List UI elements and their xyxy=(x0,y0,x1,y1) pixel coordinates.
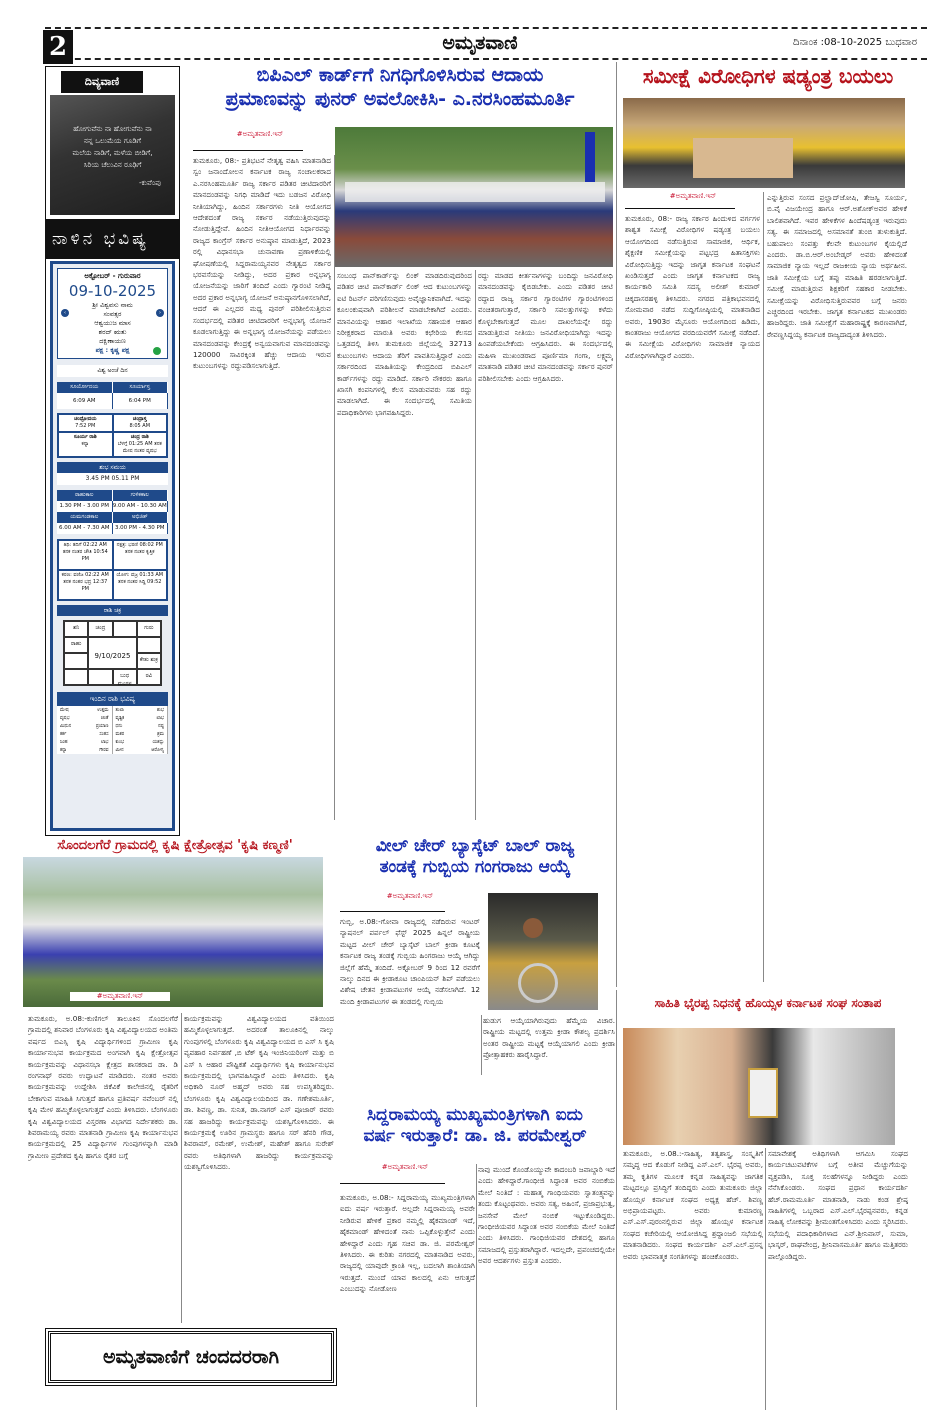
rashi-row xyxy=(113,738,169,746)
bpl-body-col-1: ತುಮಕೂರು, 08:- ಪ್ರತಿಭಟನೆ ನೇತೃತ್ವ ವಹಿಸಿ ಮಾತನಾಡಿದ ಸ್ವಂ ಜನಾಂದೋಲನ ಕರ್ನಾಟಕ ರಾಜ್ಯ ಸಂಚಾಲಕರಾದ ಎ.ನರಸಿಂಹಮೂರ್ತಿ ರಾಜ್ಯ ಸರ್ಕಾರ ಪಡಿತರ ಚೀಟಿದಾರರಿಗೆ ಮಾನದಂಡವನ್ನು ನಿಗಧಿ ಮಾಡಿದೆ ಇದು ಬಡಜನ ವಿರೋಧಿ ನೀತಿಯಾಗಿದ್ದು, ಹಿಂದಿನ ಸರ್ಕಾರಗಳು ನೀತಿ ಆಯೋಗದ ಆದೇಶದಂತೆ ರಾಜ್ಯ ಸರ್ಕಾರ ನಡೆಯುತ್ತಿರುವುದನ್ನು ನೋಡುತ್ತಿದ್ದೇವೆ. ಹಿಂದಿನ ನೀತಿಆಯೋಗದ ನಿರ್ಧಾರವನ್ನು ರಾಜ್ಯದ ಕಾಂಗ್ರೆಸ್ ಸರ್ಕಾರ ಅನುಷ್ಠಾನ ಮಾಡುತ್ತಿದೆ, 2023 ರಲ್ಲಿ ವಿಧಾನಸಭಾ ಚುನಾವಣಾ ಪ್ರಣಾಳಿಕೆಯಲ್ಲಿ ಘೋಷಣೆಯಲ್ಲಿ ಸಿದ್ದರಾಮಯ್ಯನವರ ನೇತೃತ್ವದ ಸರ್ಕಾರ ಭರವಸೆಯನ್ನು ನೀಡಿದ್ದು, ಅದರ ಪ್ರಕಾರ ಅನ್ನಭಾಗ್ಯ ಯೋಜನೆಯನ್ನು ಜಾರಿಗೆ ತಂದಿದೆ ಎಂದು ಗ್ಯಾರಂಟಿ ನೀಡಿದ್ದ ಅದರ ಪ್ರಕಾರ ಅನ್ನಭಾಗ್ಯ ಯೋಜನೆ ಅನುಷ್ಠಾನಗೊಳಿಸಲಾಗಿದೆ, ಆದರೆ ಈ ಎಲ್ಲದರ ಮಧ್ಯ ಪುನರ್ ಪರಿಶೀಲಿಸುತ್ತಿರುವ ಸಂದರ್ಭದಲ್ಲಿ ಪಡಿತರ ಚೀಟಿದಾರರಿಗೆ ಅನ್ನಭಾಗ್ಯ ಯೋಜನೆ ಕೂಡಲಾಗುತ್ತಿದ್ದು ಈ ಅನ್ನಭಾಗ್ಯ ಯೋಜನೆಯನ್ನು ಪಡೆಯಲು ಮಾನದಂಡವನ್ನು ಕೇಂದ್ರಕ್ಕೆ ಅನ್ವಯವಾಗುವ ಮಾನದಂಡವನ್ನು 120000 ಸಾವಿರಕ್ಕಿಂತ ಹೆಚ್ಚು ಆದಾಯ ಇರುವ ಕುಟುಂಬಗಳನ್ನು ರದ್ದುಪಡಿಸಲಾಗುತ್ತಿದೆ. xyxy=(193,156,331,371)
rashi-name: ಮೀನ xyxy=(115,748,124,753)
month-day: ಅಕ್ಟೋಬರ್ - ಗುರುವಾರ xyxy=(84,272,141,280)
rasi-cell: ಕೇತು ಶುಕ್ರ xyxy=(137,653,161,669)
bpl-rule xyxy=(193,150,303,151)
moonrise-time: 7:52 PM xyxy=(75,423,96,429)
rashi-prediction: ಉತ್ತಮ xyxy=(97,708,109,713)
krishi-body-col-2: ಕಾರ್ಯಕ್ರಮವನ್ನು ವಿಶ್ವವಿದ್ಯಾಲಯದ ವತಿಯಿಂದ ಹಮ್ಮಿಕೊಳ್ಳಲಾಗುತ್ತದೆ. ಅದರಂತೆ ತಾಲೂಕಿನಲ್ಲಿ ನಾಲ್ಕು ಗುಂಪುಗಳಲ್ಲಿ ಬೆಂಗಳೂರು ಕೃಷಿ ವಿಶ್ವವಿದ್ಯಾಲಯದ ಬಿ ಎಸ್ ಸಿ ಕೃಷಿ ವ್ಯವಹಾರ ನಿರ್ವಹಣೆ ,ಬಿ ಟೆಕ್ ಕೃಷಿ ಇಂಜಿನಿಯರಿಂಗ್ ಮತ್ತು ಬಿ ಎಸ್ ಸಿ ಆಹಾರ ಪೌಷ್ಟಿಕತೆ ವಿದ್ಯಾರ್ಥಿಗಳು ಕೃಷಿ ಕಾರ್ಯಾನುಭವ ಕಾರ್ಯಕ್ರಮದಲ್ಲಿ ಭಾಗವಹಿಸಿದ್ದಾರೆ ಎಂದು ತಿಳಿಸಿದರು. ಕೃಷಿ ಅಧಿಕಾರಿ ನೂರ್ ಅಹ್ಮದ್ ಅವರು ಸಹ ಉಪಸ್ಥಿತರಿದ್ದರು. ಬೆಂಗಳೂರು ಕೃಷಿ ವಿಶ್ವವಿದ್ಯಾಲಯದಿಂದ ಡಾ. ಗಣೇಶಮೂರ್ತಿ, ಡಾ. ಶಿವಣ್ಣ, ಡಾ. ಸುನಿತ, ಡಾ.ನಾಗರ್ ಎಸ್ ಪೂಜಾರ್ ರವರು ಸಹ ಹಾಜರಿದ್ದು ಕಾರ್ಯಕ್ರಮವನ್ನು ಯಶಸ್ವಿಗೊಳಿಸಿದರು. ಈ ಕಾರ್ಯಕ್ರಮಕ್ಕೆ ಊರಿನ ಗ್ರಾಮಸ್ಥರು ಹಾಗೂ ಸರ್ ಹೆನರಿ ಗೌಡ, ಶಿವರಾಮ್, ರಮೇಶ್, ಉಮೇಶ್, ಮಹೇಶ್ ಹಾಗೂ ಸುರೇಶ್ ರವರು ಅತಿಥಿಗಳಾಗಿ ಹಾಜರಿದ್ದು ಕಾರ್ಯಕ್ರಮವನ್ನು ಯಶಸ್ವಿಗೊಳಿಸಿದರು. xyxy=(184,1014,334,1172)
moon-grid xyxy=(57,413,168,458)
wheelchair-headline-line-2: ತಂಡಕ್ಕೆ ಗುಬ್ಬಿಯ ಗಂಗರಾಜು ಆಯ್ಕೆ xyxy=(379,857,571,878)
rasi-cell xyxy=(64,653,88,669)
gulika-label: ಗುಳಿಕಕಾಲ xyxy=(113,490,169,501)
parameshwar-byline: #ಅಮೃತವಾಣಿ.ಇನ್ xyxy=(381,1163,429,1171)
column-separator xyxy=(475,270,476,820)
chandra-rashi: ಬೆಳಗ್ಗೆ 01:25 AM ತನಕ ಮೇಷ ನಂತರ ವೃಷಭ xyxy=(117,441,162,454)
krishi-byline: #ಅಮೃತವಾಣಿ.ಇನ್ xyxy=(70,992,170,1001)
rashi-row xyxy=(113,746,169,754)
rashi-prediction: ಶ್ರಮ xyxy=(157,732,164,737)
subscribe-box: ಅಮೃತವಾಣಿಗೆ ಚಂದದರರಾಗಿ xyxy=(48,1331,334,1383)
samikshe-byline: #ಅಮೃತವಾಣಿ.ಇನ್ xyxy=(669,192,717,200)
samikshe-press-photo xyxy=(623,98,905,188)
rashi-row xyxy=(57,722,113,730)
sunset-label: ಸೂರ್ಯಾಸ್ತ xyxy=(113,382,169,393)
masa-line: ಆಶ್ವಯುಜ ಮಾಸ xyxy=(94,319,131,327)
rasi-cell: ರವಿ xyxy=(137,669,161,685)
parameshwar-headline-line-2: ವರ್ಷ ಇರುತ್ತಾರೆ: ಡಾ. ಜಿ. ಪರಮೇಶ್ವರ್ xyxy=(363,1126,587,1147)
rasi-cell xyxy=(64,669,88,685)
masthead: ಅಮೃತವಾಣಿ xyxy=(442,32,518,54)
rashi-chakra-label: ರಾಶಿ ಚಕ್ರ xyxy=(57,605,168,616)
column-separator xyxy=(765,1148,766,1410)
ayana-line: ದಕ್ಷಿಣಾಯಣ xyxy=(99,337,126,345)
rasi-cell xyxy=(88,669,112,685)
rashi-name: ಮಿಥುನ xyxy=(60,724,72,729)
rasi-cell xyxy=(137,637,161,653)
gulika-time: 9.00 AM - 10.30 AM xyxy=(113,501,169,512)
rahu-gulika-labels xyxy=(57,490,168,501)
rasi-cell: ಚಂದ್ರ xyxy=(88,621,112,637)
surya-rashi-label: ಸೂರ್ಯ ರಾಶಿ xyxy=(73,434,97,440)
byrappa-headline: ಸಾಹಿತಿ ಭೈರಪ್ಪ ನಿಧನಕ್ಕೆ ಹೊಯ್ಸಳ ಕರ್ನಾಟಕ ಸಂಘ ಸಂತಾಪ xyxy=(654,996,882,1010)
samikshe-rule xyxy=(625,208,735,209)
yama-time: 6.00 AM - 7.30 AM xyxy=(57,523,113,534)
rashi-prediction: ಗೌರವ xyxy=(99,748,109,753)
rashi-name: ಕುಂಭ xyxy=(115,740,125,745)
rashi-row xyxy=(57,714,113,722)
parameshwar-rule xyxy=(340,1183,445,1184)
rasi-date: 9/10/2025 xyxy=(88,637,137,669)
wheelchair-rule xyxy=(340,911,445,912)
column-separator xyxy=(181,1013,182,1323)
yama-label: ಯಮಗಂಡಕಾಲ xyxy=(57,512,113,523)
wheelchair-body-col-2: ಹುಡುಗ ಆಯ್ಕೆಯಾಗಿರುವುದು ಹೆಮ್ಮೆಯ ವಿಚಾರ. ರಾಷ್ಟ್ರೀಯ ಮಟ್ಟದಲ್ಲಿ ಉತ್ತಮ ಕ್ರೀಡಾ ಕೌಶಲ್ಯ ಪ್ರದರ್ಶಿಸಿ ಅಂತರ ರಾಷ್ಟ್ರೀಯ ಮಟ್ಟಕ್ಕೆ ಆಯ್ಕೆಯಾಗಲಿ ಎಂದು ಕ್ರೀಡಾ ಪ್ರೋತ್ಸಾಹಕರು ಹಾರೈಸಿದ್ದಾರೆ. xyxy=(483,1016,615,1060)
rashi-row xyxy=(57,746,113,754)
byrappa-tribute-photo xyxy=(623,1028,895,1145)
rashi-row xyxy=(113,706,169,714)
rashi-prediction: ಪ್ರಯಾಣ xyxy=(95,724,109,729)
nakshatra: ನಕ್ಷತ್ರ: ಭರಣಿ 08:02 PM ತನಕ ನಂತರ ಕೃತ್ತಿಕ xyxy=(113,540,168,570)
samikshe-body-col-2: ಎನ್ನುತ್ತಿರುವ ಸಂಸದ ಪ್ರಲ್ಹಾದ್‌ಜೋಷಿ, ತೇಜಸ್ವಿ ಸೂರ್ಯ, ಬಿ.ವೈ ವಿಜಯೇಂದ್ರ ಹಾಗೂ ಆರ್.ಅಶೋಕ್‌ಅವರ ಹೇಳಿಕೆ ಬಾಲಿಶವಾಗಿದೆ. ಇವರ ಹೇಳಿಕೆಗಳ ಹಿಂದೆಷಡ್ಯಂತ್ರ ಇರುವುದು ಸತ್ಯ. ಈ ಸಮಾಜದಲ್ಲಿ ಅಸಮಾನತೆ ತುಂಬಿ ತುಳುಕುತ್ತಿದೆ. ಬಹುಪಾಲು ಸಂಪತ್ತು ಕೆಲವೇ ಕುಟುಂಬಗಳ ಕೈಯಲ್ಲಿದೆ ಎಂದರು. ಡಾ.ಬಿ.ಆರ್.ಅಂಬೇಡ್ಕರ್ ಅವರು ಹೇಳಿದಂತೆ ಸಾಮಾಜಿಕ ನ್ಯಾಯ ಇಲ್ಲದೆ ರಾಜಕೀಯ ನ್ಯಾಯ ಅರ್ಥಹೀನ. ಜಾತಿ ಸಮೀಕ್ಷೆಯ ಬಗ್ಗೆ ತಪ್ಪು ಮಾಹಿತಿ ಹರಡಲಾಗುತ್ತಿದೆ. ಸಮೀಕ್ಷೆ ಮಾಡುತ್ತಿರುವ ಶಿಕ್ಷಕರಿಗೆ ಸಹಕಾರ ನೀಡಬೇಕು. ಸಮೀಕ್ಷೆಯನ್ನು ವಿರೋಧಿಸುತ್ತಿರುವವರ ಬಗ್ಗೆ ಜನರು ಎಚ್ಚರದಿಂದ ಇರಬೇಕು. ಜಾಗೃತ ಕರ್ನಾಟಕದ ಮುಖಂಡರು ಹಾಜರಿದ್ದರು. ಜಾತಿ ಸಮೀಕ್ಷೆಗೆ ಮಹಾರಾಷ್ಟ್ರಕ್ಕೆ ಕಾರಣವಾಗಿದೆ, ರೇವಣ್ಣಸಿದ್ದಯ್ಯ ಕರ್ನಾಟಕ ರಾಜ್ಯದಾದ್ಯಂತ ತಿಳಿಸಿದರು. xyxy=(767,193,907,339)
abhijit-time: 3.00 PM - 4.30 PM xyxy=(113,523,169,534)
next-arrow-icon[interactable]: › xyxy=(156,309,164,317)
bpl-byline: #ಅಮೃತವಾಣಿ.ಇನ್ xyxy=(236,130,284,138)
parameshwar-body-col-1: ತುಮಕೂರು, ಅ.08:- ಸಿದ್ದರಾಮಯ್ಯ ಮುಖ್ಯಮಂತ್ರಿಗಳಾಗಿ ಐದು ವರ್ಷ ಇರುತ್ತಾರೆ. ಅಲ್ಲದೇ ಸಿದ್ದರಾಮಯ್ಯ ಅವರೇ ನೀಡಿರುವ ಹೇಳಿಕೆ ಪ್ರಕಾರ ನಮ್ಮಲ್ಲಿ ಹೈಕಮಾಂಡ್ ಇದೆ, ಹೈಕಮಾಂಡ್ ಹೇಳಿದಂತೆ ನಾನು ಒಪ್ಪಿಕೊಳ್ಳುತ್ತೇನೆ ಎಂದು ಹೇಳಿದ್ದಾರೆ ಎಂದು ಗೃಹ ಸಚಿವ ಡಾ. ಜಿ. ಪರಮೇಶ್ವರ್ ತಿಳಿಸಿದರು. ಈ ಕುರಿತು ನಗರದಲ್ಲಿ ಮಾತನಾಡಿದ ಅವರು, ರಾಜ್ಯದಲ್ಲಿ ಯಾವುದೇ ಕ್ರಾಂತಿ ಇಲ್ಲ, ಬದಲಾಗಿ ಶಾಂತಿಯಾಗಿ ಇರುತ್ತದೆ. ಮುಂದೆ ಯಾವ ಕಾಲದಲ್ಲಿ ಏನು ಆಗುತ್ತದೆ ಎಂಬುದನ್ನು ನೋಡೋಣ xyxy=(340,1193,475,1294)
rahu-time: 1.30 PM - 3.00 PM xyxy=(57,501,113,512)
surya-rashi: ಕನ್ಯಾ xyxy=(81,441,89,447)
bpl-headline-line-1: ಬಿಪಿಎಲ್ ಕಾರ್ಡ್‌ಗೆ ನಿಗಧಿಗೊಳಿಸಿರುವ ಆದಾಯ xyxy=(256,64,544,86)
quote-line: ಮಲೆಯ ನಾಡಿಗೆ, ಮಳೆಯ ಬೀಡಿಗೆ, xyxy=(72,148,153,157)
rasi-cell: ಶನಿ xyxy=(64,621,88,637)
rashi-name: ಕನ್ಯಾ xyxy=(60,748,67,753)
paksha-line: ಪಕ್ಷ : ಕೃಷ್ಣ ಪಕ್ಷ xyxy=(95,346,130,354)
yoga: ಯೋಗ: ವಜ್ರ 01:33 AM ತನಕ ನಂತರ ಸಿದ್ಧಿ 09:52 xyxy=(113,570,168,600)
wheelchair-byline: #ಅಮೃತವಾಣಿ.ಇನ್ xyxy=(386,892,434,900)
ritu-line: ಶರದ್ ಋತು xyxy=(98,328,127,336)
special-day: ವಿಶ್ವ ಅಂಚೆ ದಿನ xyxy=(57,365,168,377)
byrappa-body-col-2: ಸಮಾವೇಶಕ್ಕೆ ಅತಿಥಿಗಳಾಗಿ ಆಗಮಿಸಿ ಸಂಘದ ಕಾರ್ಯಚಟುವಟಿಕೆಗಳ ಬಗ್ಗೆ ಅತೀವ ಮೆಚ್ಚುಗೆಯನ್ನು ವ್ಯಕ್ತಪಡಿಸಿ, ಸೂಕ್ತ ಸಲಹೆಗಳನ್ನೂ ನೀಡಿದ್ದರು ಎಂದು ನೆನೆಸಿಕೊಂಡರು. ಸಂಘದ ಪ್ರಧಾನ ಕಾರ್ಯದರ್ಶಿ ಹೆಚ್.ರಾಮಮೂರ್ತಿ ಮಾತನಾಡಿ, ನಾಡು ಕಂಡ ಶ್ರೇಷ್ಠ ಸಾಹಿತಿಗಳಲ್ಲಿ ಒಬ್ಬರಾದ ಎಸ್.ಎಲ್.ಭೈರಪ್ಪನವರು, ಕನ್ನಡ ಸಾಹಿತ್ಯ ಲೋಕವನ್ನು ಶ್ರೀಮಂತಗೊಳಿಸಿದರು ಎಂದು ಸ್ಮರಿಸಿದರು. ಸಭೆಯಲ್ಲಿ ಪದಾಧಿಕಾರಿಗಳಾದ ಎನ್.ಶ್ರೀನಿವಾಸ್, ಸುಮಾ, ಭಾಸ್ಕರ್, ರಾಘವೇಂದ್ರ, ಶ್ರೀನಿವಾಸಮೂರ್ತಿ ಹಾಗೂ ಮತ್ತಿತರರು ಪಾಲ್ಗೊಂಡಿದ್ದರು. xyxy=(768,1149,908,1261)
rashi-prediction: ಯಶಸ್ಸು xyxy=(152,740,164,745)
bpl-headline xyxy=(185,64,615,112)
moonset-label: ಚಂದ್ರಾಸ್ತ xyxy=(132,416,147,422)
panchanga-widget xyxy=(50,261,175,831)
parameshwar-headline-line-1: ಸಿದ್ದರಾಮಯ್ಯ ಮುಖ್ಯಮಂತ್ರಿಗಳಾಗಿ ಐದು xyxy=(367,1105,583,1125)
rasi-cell: ಗುರು xyxy=(137,621,161,637)
panchanga-date: 09-10-2025 xyxy=(68,282,157,300)
sunrise-time: 6:09 AM xyxy=(57,393,113,409)
date-card xyxy=(57,268,168,359)
quote-line: ಹೋಗುವೆನು ನಾ ಹೋಗುವೆನು ನಾ xyxy=(73,124,152,133)
tithi: ತಿಥಿ: ತದಿಗೆ 02:22 AM ತನಕ ನಂತರ ಚೌತಿ 10:54 PM xyxy=(58,540,113,570)
chandra-rashi-label: ಚಂದ್ರ ರಾಶಿ xyxy=(130,434,149,440)
bpl-protest-photo xyxy=(335,127,613,267)
bhavishya-heading: ನಾಳಿನ ಭವಿಷ್ಯ xyxy=(46,219,179,259)
yama-abhijit-values xyxy=(57,523,168,534)
abhijit-label: ಅಭಿಜಿತ್ xyxy=(113,512,169,523)
wheelchair-body-col-1: ಗುಬ್ಬಿ, ಅ.08:-ಗೋವಾ ರಾಜ್ಯದಲ್ಲಿ ನಡೆದಿರುವ ಇಂಟರ್ ನ್ಯಾಷನಲ್ ಪರ್ಪಲ್ ಫೆಸ್ಟ್ 2025 ಹಿನ್ನಲೆ ರಾಷ್ಟ್ರೀಯ ಮಟ್ಟದ ವೀಲ್ ಚೇರ್ ಬ್ಯಾಸ್ಕೆಟ್ ಬಾಲ್ ಕ್ರೀಡಾ ಕೂಟಕ್ಕೆ ಕರ್ನಾಟಕ ರಾಜ್ಯ ತಂಡಕ್ಕೆ ಗುಬ್ಬಿಯ ಹಿಂಗರಾಜು ಆಯ್ಕೆ ಆಗಿದ್ದು ಜಿಲ್ಲೆಗೆ ಹೆಮ್ಮೆ ತಂದಿದೆ. ಅಕ್ಟೋಬರ್ 9 ರಿಂದ 12 ರವರೆಗೆ ನಾಲ್ಕು ದಿನದ ಈ ಕ್ರೀಡಾಕೂಟ ಚಾಂಪಿಯನ್ ಶಿಪ್ ಪಡೆಯಲು ವಿಶೇಷ ಚೇತನ ಕ್ರೀಡಾಪಟುಗಳ ಆಯ್ಕೆ ನಡೆಸಲಾಗಿದೆ. 12 ಮಂದಿ ಕ್ರೀಡಾಪಟುಗಳ ಈ ತಂಡದಲ್ಲಿ ಗುಬ್ಬಿಯ xyxy=(340,917,480,1006)
page-number: 2 xyxy=(43,30,73,64)
bpl-body-col-2: ಸಂಬಂಧ ಪಾನ್‌ಕಾರ್ಡ್‌ನ್ನು ಲಿಂಕ್ ಮಾಡದಿರುವುದರಿಂದ ಪಡಿತರ ಚೀಟಿ ಪಾನ್‌ಕಾರ್ಡ್ ಲಿಂಕ್ ಆದ ಕುಟುಂಬಗಳನ್ನು ಐಟಿ ರಿಟರ್ನ್ ಪರಿಗಣಿಸುವುದು ಅವೈಜ್ಞಾನಿಕವಾಗಿದೆ. ಇದನ್ನು ಕೂಲಂಕುಷವಾಗಿ ಪರಿಶೀಲನೆ ಮಾಡಬೇಕಾಗಿದೆ ಎಂದರು. ಮಾನವಿಯನ್ನು ಆಹಾರ ಇಲಾಖೆಯ ಸಹಾಯಕ ಆಹಾರ ನಿರೀಕ್ಷಕರಾದ ಮಾರುತಿ ಅವರು ಕಛೇರಿಯ ಕೆಲಸದ ಒತ್ತಡದಲ್ಲಿ ತಿಳಿಸಿ ತುಮಕೂರು ಜಿಲ್ಲೆಯಲ್ಲಿ 32713 ಕುಟುಂಬಗಳು ಆದಾಯ ತೆರಿಗೆ ಪಾವತಿಸುತ್ತಿದ್ದಾರೆ ಎಂದು ಸರ್ಕಾರದಿಂದ ಮಾಹಿತಿಯನ್ನು ಕೇಂದ್ರದಿಂದ ಬಿಪಿಎಲ್ ಕಾರ್ಡ್‌ಗಳನ್ನು ರದ್ದು ಮಾಡಿದೆ. ಸರ್ಕಾರಿ ನೌಕರರು ಹಾಗೂ ಖಾಸಗಿ ಕಂಪನಿಗಳಲ್ಲಿ ಕೆಲಸ ಮಾಡುವವರು ಸಹ ರದ್ದು ಮಾಡಲಾಗಿದೆ. ಈ ಸಂದರ್ಭದಲ್ಲಿ ಸಮಿತಿಯ ಪದಾಧಿಕಾರಿಗಳು ಭಾಗವಹಿಸಿದ್ದರು. xyxy=(337,271,472,417)
column-separator xyxy=(616,990,617,1410)
left-sidebar xyxy=(45,66,180,836)
column-separator xyxy=(476,1164,477,1407)
yama-abhijit-labels xyxy=(57,512,168,523)
shubha-time: 3.45 PM 05.11 PM xyxy=(57,473,168,485)
rashi-chakra xyxy=(63,620,162,686)
wheelchair-headline-line-1: ವೀಲ್ ಚೇರ್ ಬ್ಯಾಸ್ಕೆಟ್ ಬಾಲ್ ರಾಜ್ಯ xyxy=(375,836,575,856)
rashi-name: ವೃಶ್ಚಿಕ xyxy=(115,716,125,721)
rashi-row xyxy=(57,730,113,738)
rashi-row xyxy=(113,714,169,722)
bpl-body-col-3: ರದ್ದು ಮಾಡದ ಕೀರ್ತನಾಗಳನ್ನು ಬಂದಿದ್ದು ಜನವಿರೋಧಿ ಮಾನದಂಡವನ್ನು ಕೈಬಿಡಬೇಕು. ಎಂದು ಪಡಿತರ ಚೀಟಿ ರದ್ದಾದ ರಾಜ್ಯ ಸರ್ಕಾರ ಗ್ಯಾರಂಟಿಗಳ ಗ್ಯಾರಂಟಿಗಳಿಂದ ವಂಚಿತರಾಗುತ್ತಾರೆ, ಸರ್ಕಾರಿ ಸವಲತ್ತುಗಳನ್ನು ಕಳೆದು ಕೊಳ್ಳಬೇಕಾಗುತ್ತದೆ ಮೂಲ ದಾಖಲೆಯನ್ನೇ ರದ್ದು ಮಾಡುತ್ತಿರುವ ನೀತಿಯು ಜನವಿರೋಧಿಯಾಗಿದ್ದು ಇದನ್ನು ಹಿಂಪಡೆಯಬೇಕೆಂದು ಆಗ್ರಹಿಸಿದರು. ಈ ಸಂದರ್ಭದಲ್ಲಿ ಮಹಿಳಾ ಮುಖಂಡರಾದ ಪೂರ್ಣಿಮಾ ಗಂಗಾ, ಲಕ್ಷ್ಮಮ್ಮ ಮಾತನಾಡಿ ಪಡಿತರ ಚೀಟಿ ಮಾನದಂಡವನ್ನು ಸರ್ಕಾರ ಪುನರ್ ಪರಿಶೀಲಿಸಬೇಕು ಎಂದು ಆಗ್ರಹಿಸಿದರು. xyxy=(478,271,613,383)
rashi-prediction: ಶುಭ xyxy=(157,708,164,713)
rashi-name: ಸಿಂಹ xyxy=(60,740,68,745)
rashi-prediction: ಚಿಂತೆ xyxy=(100,716,109,721)
rashi-prediction: ಲಾಭ xyxy=(100,740,109,745)
rashi-row xyxy=(57,738,113,746)
rashi-prediction: ಆರೋಗ್ಯ xyxy=(151,748,164,753)
sunrise-label: ಸೂರ್ಯೋದಯ xyxy=(57,382,113,393)
wheelchair-player-photo xyxy=(488,893,598,1010)
sunset-time: 6:04 PM xyxy=(113,393,169,409)
rahu-gulika-values xyxy=(57,501,168,512)
bpl-headline-line-2: ಪ್ರಮಾಣವನ್ನು ಪುನರ್ ಅವಲೋಕಿಸಿ- ಎ.ನರಸಿಂಹಮೂರ್ತಿ xyxy=(225,87,575,110)
quote-author: -ಕುವೆಂಪು xyxy=(138,178,161,187)
rashi-prediction: ನಷ್ಟ xyxy=(158,724,164,729)
rashi-name: ತುಲಾ xyxy=(115,708,124,713)
rahu-label: ರಾಹುಕಾಲ xyxy=(57,490,113,501)
quote-line: ನನ್ನ ಒಲುಮೆಯ ಗೂಡಿಗೆ xyxy=(83,136,142,145)
rashi-prediction: ಲಾಭ xyxy=(156,716,164,721)
rasi-cell: ರಾಹು xyxy=(64,637,88,653)
krishi-group-photo xyxy=(23,857,323,1007)
quote-box xyxy=(50,95,175,215)
samvatsara-line: ಸಂವತ್ಸರ xyxy=(103,310,122,318)
header-top-rule xyxy=(45,27,927,29)
column-separator xyxy=(616,62,617,987)
prev-arrow-icon[interactable]: ‹ xyxy=(61,309,69,317)
column-separator xyxy=(763,192,764,982)
divyavani-heading: ದಿವ್ಯವಾಣಿ xyxy=(61,71,143,93)
rashi-name: ವೃಷಭ xyxy=(60,716,70,721)
rashi-name: ಮಕರ xyxy=(115,732,125,737)
whatsapp-icon[interactable] xyxy=(153,347,161,355)
moonrise-label: ಚಂದ್ರೋದಯ xyxy=(74,416,97,422)
parameshwar-headline xyxy=(335,1105,615,1148)
header-bottom-rule xyxy=(45,58,927,60)
parameshwar-body-col-2: ನಾವು ಮುಂದೆ ಕೊಂಡೊಯ್ಯುವೇ ಕಾದಂಬರಿ ಜವಾಬ್ದಾರಿ ಇದೆ ಎಂದು ಹೇಳಿದ್ದಾರೆ.ಗಾಂಧೀಜಿ ಸಿದ್ಧಾಂತ ಅವರ ನಂಬಿಕೆಯ ಮೇಲೆ ನಿಂತಿದೆ : ಮಹಾತ್ಮ ಗಾಂಧಿಯವರು ಸ್ವಾತಂತ್ರ್ಯವನ್ನು ತಂದು ಕೊಟ್ಟಂಥವರು. ಅವರು ಸತ್ಯ, ಅಹಿಂಸೆ, ಪ್ರಜಾಪ್ರಭುತ್ವ, ಜನಸೇವೆ ಮೇಲೆ ನಂಬಿಕೆ ಇಟ್ಟುಕೊಂಡಿದ್ದರು. ಗಾಂಧೀಜಿಯವರ ಸಿದ್ಧಾಂತ ಅವರ ನಂಬಿಕೆಯ ಮೇಲೆ ನಿಂತಿದೆ ಎಂದು ತಿಳಿಸಿದರು. ಗಾಂಧಿಜಿಯವರ ದೇಶದಲ್ಲಿ ಹಾಗೂ ಸಮಾಜದಲ್ಲಿ ಪ್ರಸ್ತುತರಾಗಿದ್ದಾರೆ. ಇದಲ್ಲದೇ, ಪ್ರಪಂಚದಲ್ಲಿಯೇ ಅವರ ಆದರ್ಶಗಳು ಪ್ರಸ್ತುತ ಎಂದರು. xyxy=(478,1165,615,1266)
rashi-prediction: ಸಂತಸ xyxy=(99,732,109,737)
rashi-name: ಕರ್ಕ xyxy=(60,732,67,737)
rashi-row xyxy=(113,722,169,730)
rashi-name: ಧನು xyxy=(115,724,123,729)
today-rashi-label: ಇಂದಿನ ರಾಶಿ ಭವಿಷ್ಯ xyxy=(57,692,168,706)
sun-values xyxy=(57,393,168,409)
krishi-body-col-1: ತುಮಕೂರು, ಅ.08:-ಕುಣಿಗಲ್ ತಾಲೂಕಿನ ಸೊಂದಲಗೆರೆ ಗ್ರಾಮದಲ್ಲಿ ಶನಿವಾರ ಬೆಂಗಳೂರು ಕೃಷಿ ವಿಶ್ವವಿದ್ಯಾಲಯದ ಅಂತಿಮ ವರ್ಷದ ಬಿಎಸ್ಸಿ ಕೃಷಿ ವಿದ್ಯಾರ್ಥಿಗಳಿಂದ ಗ್ರಾಮೀಣ ಕೃಷಿ ಕಾರ್ಯಾನುಭವ ಕಾರ್ಯಕ್ರಮದ ಅಂಗವಾಗಿ ಕೃಷಿ ಕ್ಷೇತ್ರೋತ್ಸವ ಕಾರ್ಯಕ್ರಮವನ್ನು ವಿಧಾನಸಭಾ ಕ್ಷೇತ್ರದ ಶಾಸಕರಾದ ಡಾ. ಡಿ ರಂಗನಾಥ್ ರವರು ಉದ್ಘಾಟನೆ ಮಾಡಿದರು. ನಂತರ ಅವರು ಕಾರ್ಯಕ್ರಮವನ್ನು ಉದ್ದೇಶಿಸಿ ಜಿಕೆವಿಕೆ ಕಾಲೇಜಿನಲ್ಲಿ ರೈತರಿಗೆ ಬೇಕಾಗುವ ಮಾಹಿತಿ ಸಿಗುತ್ತದೆ ಹಾಗೂ ಪ್ರತಿವರ್ಷ ನವೆಂಬರ್ ನಲ್ಲಿ ಕೃಷಿ ಮೇಳ ಹಮ್ಮಿಕೊಳ್ಳಲಾಗುತ್ತದೆ ಎಂದು ತಿಳಿಸಿದರು. ಬೆಂಗಳೂರು ಕೃಷಿ ವಿಶ್ವವಿದ್ಯಾಲಯದ ವಿಸ್ತರಣಾ ವಿಭಾಗದ ನಿರ್ದೇಶಕರು ಡಾ. ಶಿವರಾಮಯ್ಯ ರವರು ಮಾತನಾಡಿ ಗ್ರಾಮೀಣ ಕೃಷಿ ಕಾರ್ಯಾನುಭವ ಕಾರ್ಯಕ್ರಮದಲ್ಲಿ 25 ವಿದ್ಯಾರ್ಥಿಗಳ ಗುಂಪುಗಳನ್ನಾಗಿ ಮಾಡಿ ಗ್ರಾಮೀಣ ಪ್ರದೇಶದ ಕೃಷಿ ಹಾಗೂ ರೈತರ ಬಗ್ಗೆ xyxy=(28,1014,178,1160)
samikshe-body-col-1: ತುಮಕೂರು, 08:- ರಾಜ್ಯ ಸರ್ಕಾರ ಹಿಂದುಳಿದ ವರ್ಗಗಳ ಶಾಶ್ವತ ಸಮೀಕ್ಷೆ ವಿರೋಧಿಗಳ ಷಡ್ಯಂತ್ರ ಬಯಲು ಆಯೋಗದಿಂದ ನಡೆಸುತ್ತಿರುವ ಸಾಮಾಜಿಕ, ಆರ್ಥಿಕ, ಶೈಕ್ಷಣಿಕ ಸಮೀಕ್ಷೆಯನ್ನು ಪಟ್ಟಭದ್ರ ಹಿತಾಸಕ್ತಿಗಳು ವಿರೋಧಿಸುತ್ತಿದ್ದು ಇದನ್ನು ಜಾಗೃತ ಕರ್ನಾಟಕ ಸಂಘಟನೆ ಖಂಡಿಸುತ್ತದೆ ಎಂದು ಜಾಗೃತ ಕರ್ನಾಟಕದ ರಾಜ್ಯ ಕಾರ್ಯಕಾರಿ ಸಮಿತಿ ಸದಸ್ಯ ಅಲೀಶ್ ಕುಮಾರ್ ಚಿಕ್ಕದಾಸರಹಳ್ಳಿ ತಿಳಿಸಿದರು. ನಗರದ ಪತ್ರಿಕಾಭವನದಲ್ಲಿ ಸೋಮವಾರ ನಡೆದ ಸುದ್ದಿಗೋಷ್ಠಿಯಲ್ಲಿ ಮಾತನಾಡಿದ ಅವರು, 1903ರ ಮೈಸೂರು ಆಯೋಗದಿಂದ ಹಿಡಿದು, ಕಾಂತರಾಜು ಆಯೋಗದ ವರದಿಯವರೆಗೆ ಸಮೀಕ್ಷೆ ನಡೆದಿದೆ. ಈ ಸಮೀಕ್ಷೆಯ ವಿರೋಧಿಗಳು ಸಾಮಾಜಿಕ ನ್ಯಾಯದ ವಿರೋಧಿಗಳಾಗಿದ್ದಾರೆ ಎಂದರು. xyxy=(625,214,760,360)
column-separator xyxy=(334,155,335,820)
column-separator xyxy=(481,1015,482,1075)
rashi-row xyxy=(57,706,113,714)
wheelchair-headline xyxy=(335,836,615,879)
samvatsara-line: ಶ್ರೀ ವಿಶ್ವವಸು ನಾಮ xyxy=(92,301,133,309)
rasi-cell: ಬುಧ ಮಂಗಳ xyxy=(113,669,137,685)
moonset-time: 8:05 AM xyxy=(129,423,151,429)
rashi-name: ಮೇಷ xyxy=(60,708,69,713)
tithi-grid xyxy=(57,539,168,601)
shubha-label: ಶುಭ ಸಮಯ xyxy=(57,462,168,473)
karana: ಕರಣ: ವಣಿಜ 02:22 AM ತನಕ ನಂತರ ಭದ್ರ 12:37 PM xyxy=(58,570,113,600)
rashi-bhavishya-table xyxy=(57,706,168,754)
samikshe-headline: ಸಮೀಕ್ಷೆ ವಿರೋಧಿಗಳ ಷಡ್ಯಂತ್ರ ಬಯಲು xyxy=(642,64,894,88)
rasi-cell xyxy=(113,621,137,637)
rashi-row xyxy=(113,730,169,738)
byrappa-body-col-1: ತುಮಕೂರು, ಅ.08.:-ಸಾಹಿತ್ಯ, ತತ್ವಶಾಸ್ತ್ರ, ಸಂಸ್ಕೃತಿಗೆ ಸಮೃದ್ಧ ಆದ ಕೊಡುಗೆ ನೀಡಿದ್ದ ಎಸ್.ಎಲ್. ಭೈರಪ್ಪ ಅವರು, ತಮ್ಮ ಕೃತಿಗಳ ಮೂಲಕ ಕನ್ನಡ ಸಾಹಿತ್ಯವನ್ನು ಜಾಗತಿಕ ಮಟ್ಟದಲ್ಲೂ ಪ್ರಸಿದ್ಧಿಗೆ ತಂದಿದ್ದರು ಎಂದು ತುಮಕೂರು ಜಿಲ್ಲಾ ಹೊಯ್ಸಳ ಕರ್ನಾಟಕ ಸಂಘದ ಅಧ್ಯಕ್ಷ ಹೆಚ್. ಶಿವಣ್ಣ ಅಭಿಪ್ರಾಯಪಟ್ಟರು. ಅವರು ಕುಮಾರಣ್ಣ ಎಸ್.ಎಸ್.ಪುರಂನಲ್ಲಿರುವ ಜಿಲ್ಲಾ ಹೊಯ್ಸಳ ಕರ್ನಾಟಕ ಸಂಘದ ಕಚೇರಿಯಲ್ಲಿ ಆಯೋಜಿಸಿದ್ದ ಶ್ರದ್ಧಾಂಜಲಿ ಸಭೆಯಲ್ಲಿ ಮಾತನಾಡಿದರು. ಸಂಘದ ಕಾರ್ಯದರ್ಶಿ ಎನ್.ಎಲ್.ಪ್ರಸನ್ನ ಅವರು ಭಾವನಾತ್ಮಕ ಸಂಗತಿಗಳನ್ನು ಹಂಚಿಕೊಂಡರು. xyxy=(623,1149,763,1261)
quote-line: ಸಿರಿಯ ಚೆಲುವಿನ ರೂಢಿಗೆ xyxy=(83,160,142,169)
dateline: ದಿನಾಂಕ :08-10-2025 ಬುಧವಾರ xyxy=(793,37,917,48)
sun-labels xyxy=(57,382,168,393)
krishi-headline: ಸೊಂದಲಗೆರೆ ಗ್ರಾಮದಲ್ಲಿ ಕೃಷಿ ಕ್ಷೇತ್ರೋತ್ಸವ 'ಕೃಷಿ ಕಣ್ಮಣಿ' xyxy=(57,838,293,853)
